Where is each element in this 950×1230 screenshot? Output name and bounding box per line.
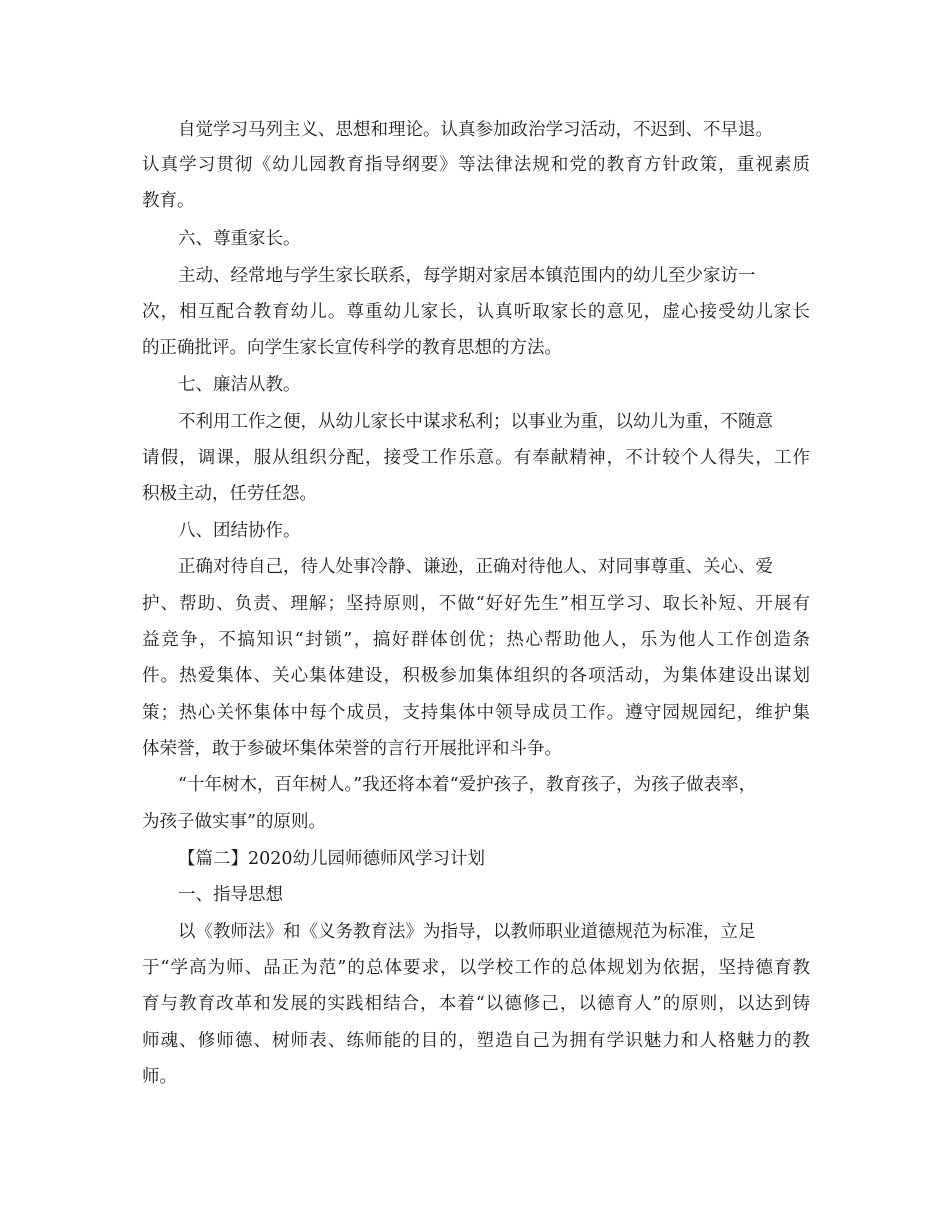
text-line: 次，相互配合教育幼儿。尊重幼儿家长，认真听取家长的意见，虚心接受幼儿家长 (142, 302, 810, 322)
text-line: 益竞争，不搞知识“封锁”，搞好群体创优；热心帮助他人，乐为他人工作创造条 (142, 630, 810, 650)
text-line: 护、帮助、负责、理解；坚持原则，不做“好好先生”相互学习、取长补短、开展有 (142, 594, 810, 614)
section-heading: 六、尊重家长。 (178, 229, 301, 249)
text-line: 策；热心关怀集体中每个成员，支持集体中领导成员工作。遵守园规园纪，维护集 (142, 703, 810, 723)
text-line: 正确对待自己，待人处事冷静、谦逊，正确对待他人、对同事尊重、关心、爱 (178, 557, 773, 577)
text-line: 主动、经常地与学生家长联系，每学期对家居本镇范围内的幼儿至少家访一 (178, 266, 756, 286)
text-line: 件。热爱集体、关心集体建设，积极参加集体组织的各项活动，为集体建设出谋划 (142, 666, 810, 686)
text-line: 为孩子做实事”的原则。 (142, 812, 326, 832)
section-heading: 八、团结协作。 (178, 521, 301, 541)
article-title: 【篇二】2020幼儿园师德师风学习计划 (178, 849, 486, 869)
text-line: 师。 (142, 1067, 177, 1087)
section-heading: 一、指导思想 (178, 885, 283, 905)
text-line: 积极主动，任劳任怨。 (142, 484, 317, 504)
text-line: 教育。 (142, 191, 195, 211)
text-line: 于“学高为师、品正为范”的总体要求，以学校工作的总体规划为依据，坚持德育教 (142, 958, 810, 978)
text-line: 自觉学习马列主义、思想和理论。认真参加政治学习活动，不迟到、不早退。 (178, 120, 773, 140)
text-line: 体荣誉，敢于参破坏集体荣誉的言行开展批评和斗争。 (142, 739, 562, 759)
text-line: “十年树木，百年树人。”我还将本着“爱护孩子，教育孩子，为孩子做表率， (178, 775, 757, 795)
text-line: 以《教师法》和《义务教育法》为指导，以教师职业道德规范为标准，立足 (178, 922, 756, 942)
text-line: 师魂、修师德、树师表、练师能的目的，塑造自己为拥有学识魅力和人格魅力的教 (142, 1031, 810, 1051)
section-heading: 七、廉洁从教。 (178, 375, 301, 395)
text-line: 认真学习贯彻《幼儿园教育指导纲要》等法律法规和党的教育方针政策，重视素质 (142, 155, 810, 175)
text-line: 请假，调课，服从组织分配，接受工作乐意。有奉献精神，不计较个人得失，工作 (142, 448, 810, 468)
text-line: 育与教育改革和发展的实践相结合，本着“以德修己，以德育人”的原则，以达到铸 (142, 994, 810, 1014)
text-line: 的正确批评。向学生家长宣传科学的教育思想的方法。 (142, 338, 562, 358)
text-line: 不利用工作之便，从幼儿家长中谋求私利；以事业为重，以幼儿为重，不随意 (178, 412, 773, 432)
